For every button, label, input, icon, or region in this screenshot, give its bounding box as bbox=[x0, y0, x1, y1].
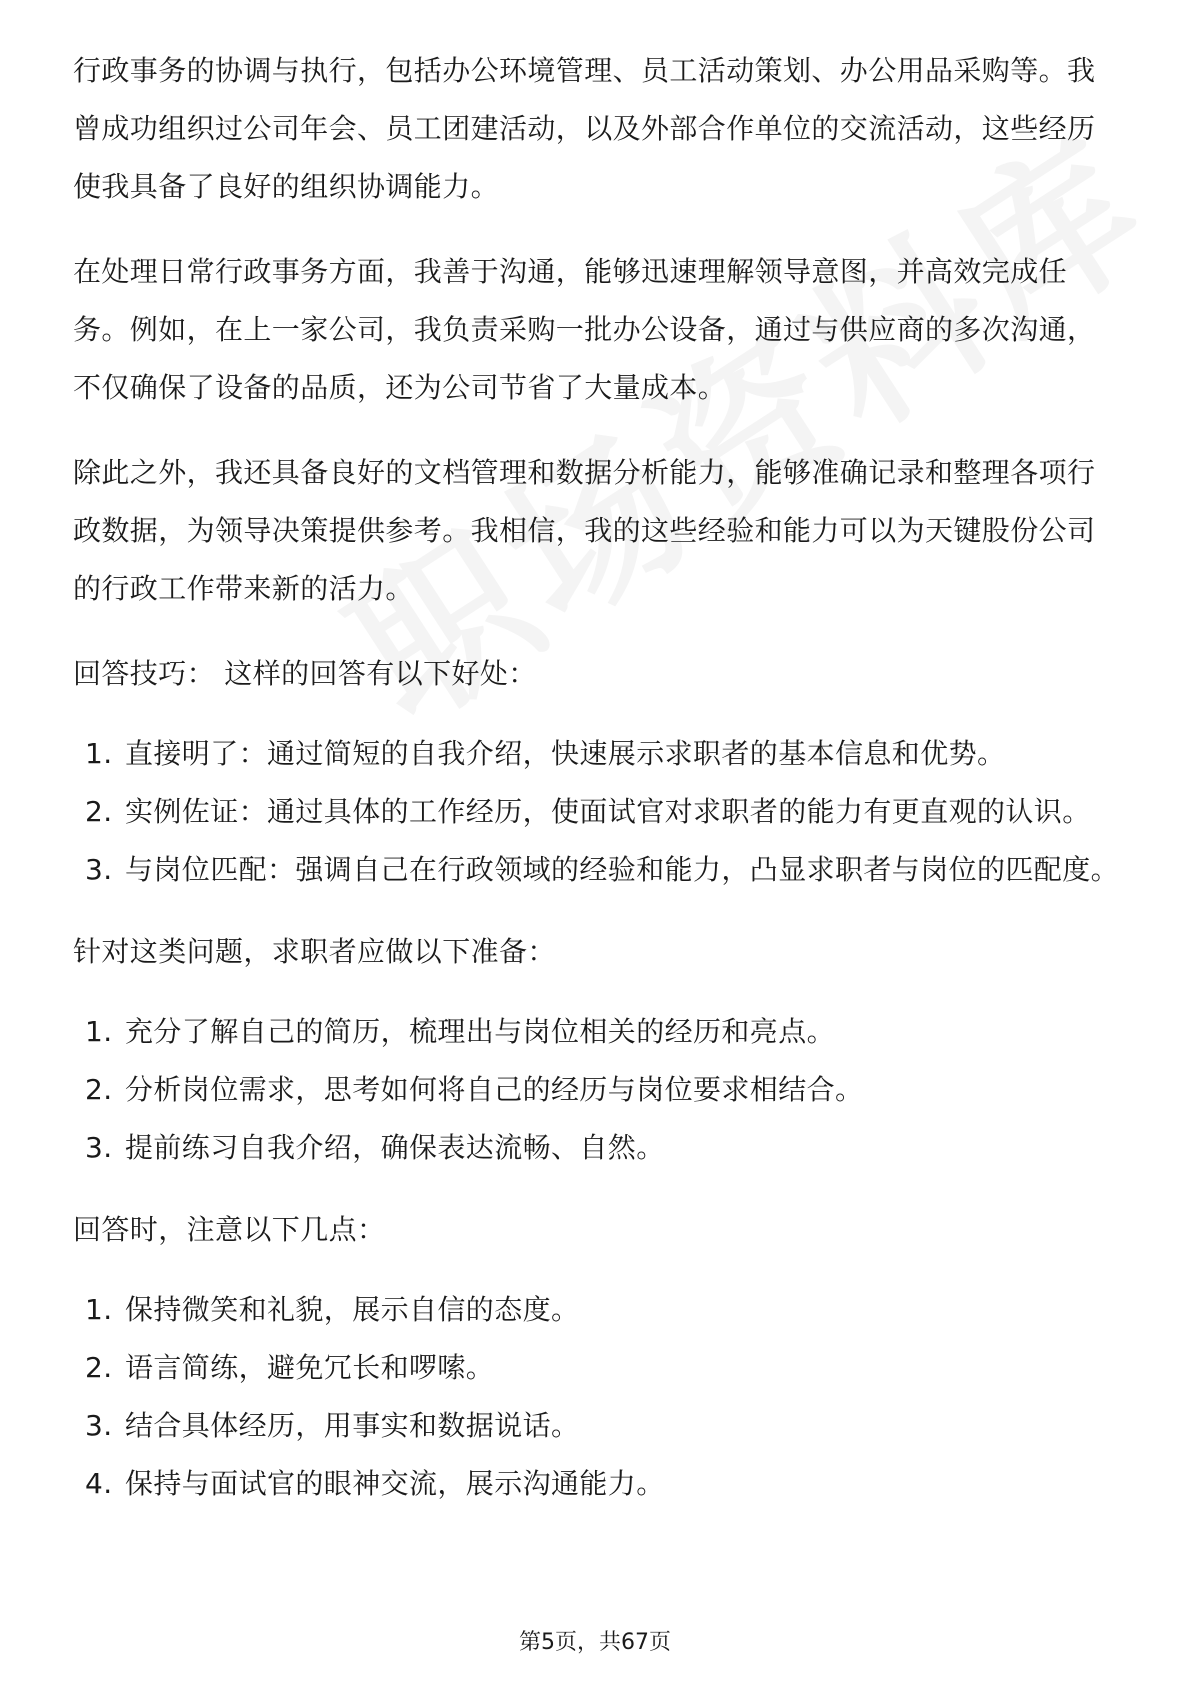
list-number: 1. bbox=[85, 737, 113, 770]
list-item bbox=[73, 1003, 1123, 1061]
list-item-text: 提前练习自我介绍，确保表达流畅、自然。 bbox=[125, 1131, 665, 1164]
list-item-text: 与岗位匹配：强调自己在行政领域的经验和能力，凸显求职者与岗位的匹配度。 bbox=[125, 853, 1120, 886]
list-item bbox=[73, 783, 1123, 841]
list-number: 1. bbox=[85, 1015, 113, 1048]
list-number: 3. bbox=[85, 1409, 113, 1442]
list-number: 2. bbox=[85, 795, 113, 828]
list-item-text: 保持微笑和礼貌，展示自信的态度。 bbox=[125, 1293, 580, 1326]
list-number: 2. bbox=[85, 1351, 113, 1384]
tips-heading: 回答技巧： 这样的回答有以下好处： bbox=[73, 657, 537, 690]
list-item-text: 实例佐证：通过具体的工作经历，使面试官对求职者的能力有更直观的认识。 bbox=[125, 795, 1091, 828]
prep-heading: 针对这类问题，求职者应做以下准备： bbox=[73, 935, 556, 968]
list-number: 2. bbox=[85, 1073, 113, 1106]
list-item bbox=[73, 841, 1123, 899]
list-item-text: 充分了解自己的简历，梳理出与岗位相关的经历和亮点。 bbox=[125, 1015, 836, 1048]
list-item-text: 分析岗位需求，思考如何将自己的经历与岗位要求相结合。 bbox=[125, 1073, 864, 1106]
notes-heading: 回答时，注意以下几点： bbox=[73, 1213, 386, 1246]
list-item-text: 直接明了：通过简短的自我介绍，快速展示求职者的基本信息和优势。 bbox=[125, 737, 1006, 770]
list-item bbox=[73, 1281, 1123, 1339]
page-footer: 第5页，共67页 bbox=[519, 1630, 671, 1655]
list-item-text: 语言简练，避免冗长和啰嗦。 bbox=[125, 1351, 495, 1384]
list-item-text: 保持与面试官的眼神交流，展示沟通能力。 bbox=[125, 1467, 665, 1500]
paragraph-skills: 除此之外，我还具备良好的文档管理和数据分析能力，能够准确记录和整理各项行政数据，为领导决策提供参考。我相信，我的这些经验和能力可以为天键股份公司的行政工作带来新的活力。 bbox=[73, 456, 1096, 605]
list-item bbox=[73, 1119, 1123, 1177]
list-number: 3. bbox=[85, 1131, 113, 1164]
list-item bbox=[73, 1455, 1123, 1513]
paragraph-communication: 在处理日常行政事务方面，我善于沟通，能够迅速理解领导意图，并高效完成任务。例如，在上一家公司，我负责采购一批办公设备，通过与供应商的多次沟通，不仅确保了设备的品质，还为公司节省了大量成本。 bbox=[73, 255, 1096, 404]
list-number: 1. bbox=[85, 1293, 113, 1326]
list-item bbox=[73, 1061, 1123, 1119]
document-body bbox=[73, 42, 1123, 1537]
list-number: 4. bbox=[85, 1467, 113, 1500]
list-item bbox=[73, 1397, 1123, 1455]
tips-list bbox=[73, 725, 1123, 899]
list-number: 3. bbox=[85, 853, 113, 886]
prep-list bbox=[73, 1003, 1123, 1177]
list-item-text: 结合具体经历，用事实和数据说话。 bbox=[125, 1409, 580, 1442]
notes-list bbox=[73, 1281, 1123, 1513]
paragraph-experience: 行政事务的协调与执行，包括办公环境管理、员工活动策划、办公用品采购等。我曾成功组织过公司年会、员工团建活动，以及外部合作单位的交流活动，这些经历使我具备了良好的组织协调能力。 bbox=[73, 54, 1096, 203]
list-item bbox=[73, 1339, 1123, 1397]
list-item bbox=[73, 725, 1123, 783]
